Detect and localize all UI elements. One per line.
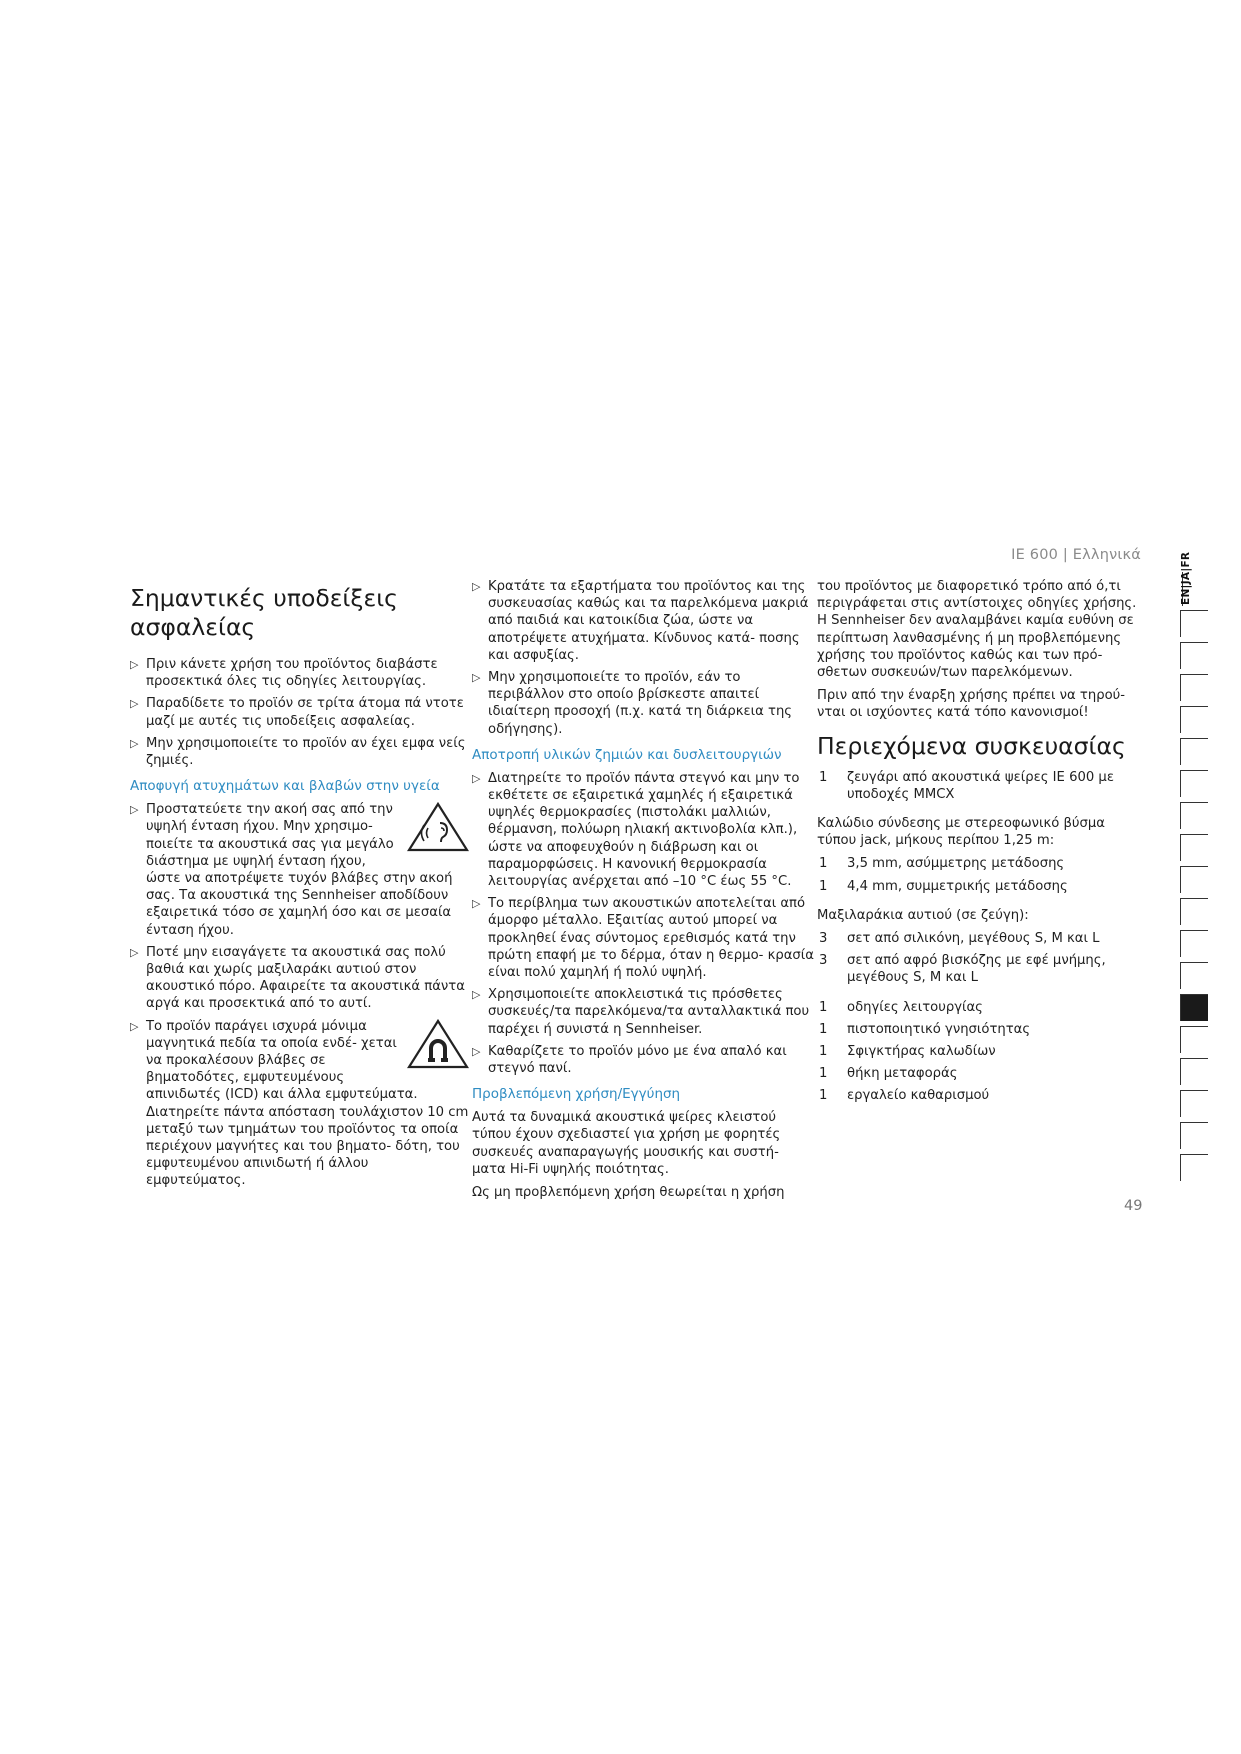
triangle-bullet-icon: ▷	[472, 580, 481, 593]
list-item: 1 4,4 mm, συμμετρικής μετάδοσης	[819, 878, 1068, 894]
list-item: ▷ Το προϊόν παράγει ισχυρά μόνιμα μαγνητικά πεδία τα οποία ενδέ- χεται να προκαλέσουν βλάβες σε βηματοδότες, εμφυτευμένους απινιδωτές (ICD) και άλλα εμφυτεύματα. Διατηρείτε πάντα απόσταση τουλάχιστον 10 cm μεταξύ των τμημάτων του προϊόντος τα οποία περιέχουν μαγνήτες και του βηματο- δότη, του εμφυτευμένου απινιδωτή ή άλλου εμφυτεύματος.	[130, 1018, 469, 1189]
list-item: ▷ Κρατάτε τα εξαρτήματα του προϊόντος και της συσκευασίας καθώς και τα παρελκόμενα μακριά από παιδιά και κατοικίδια ζώα, ώστε να αποτρέψετε ατυχήματα. Κίνδυνος κατά- ποσης και ασφυξίας.	[472, 579, 809, 663]
triangle-bullet-icon: ▷	[130, 945, 139, 959]
list-item: 1 ζευγάρι από ακουστικά ψείρες IE 600 με υποδοχές MMCX	[819, 769, 1114, 802]
column-1	[130, 584, 470, 1195]
section-heading: Προβλεπόμενη χρήση/Εγγύηση	[472, 1086, 681, 1103]
triangle-bullet-icon: ▷	[130, 736, 139, 750]
triangle-bullet-icon: ▷	[472, 1044, 481, 1058]
section-heading: Αποτροπή υλικών ζημιών και δυσλειτουργιών	[472, 746, 782, 763]
list-item: ▷ Το περίβλημα των ακουστικών αποτελείται από άμορφο μέταλλο. Εξαιτίας αυτού μπορεί να προκληθεί ένας σύντομος ερεθισμός κατά την πρώτη επαφή με το δέρμα, όταν η θερμο- κρασία είναι πολύ χαμηλή ή πολύ υψηλή.	[472, 896, 814, 981]
side-tab[interactable]	[1180, 930, 1208, 957]
paragraph: Αυτά τα δυναμικά ακουστικά ψείρες κλειστού τύπου έχουν σχεδιαστεί για χρήση με φορητές συσκευές αναπαραγωγής μουσικής και συστή- ματα Hi-Fi υψηλής ποιότητας.	[472, 1110, 781, 1177]
list-item: ▷ Διατηρείτε το προϊόν πάντα στεγνό και μην το εκθέτετε σε εξαιρετικά χαμηλές ή εξαιρετικά υψηλές θερμοκρασίες (πιστολάκι μαλλιών, θέρμανση, πολύωρη ηλιακή ακτινοβολία κλπ.), ώστε να αποφευχθούν η διάβρωση και οι παραμορφώσεις. Η κανονική θερμοκρασία λειτουργίας ανέρχεται από –10 °C έως 55 °C.	[472, 770, 800, 890]
side-tab[interactable]	[1180, 1122, 1208, 1149]
list-item: 3 σετ από σιλικόνη, μεγέθους S, M και L	[819, 931, 1100, 947]
side-tab[interactable]	[1180, 1026, 1208, 1053]
side-tabs	[1180, 610, 1208, 1186]
list-item: ▷ Μην χρησιμοποιείτε το προϊόν, εάν το περιβάλλον στο οποίο βρίσκεστε απαιτεί ιδιαίτερη προσοχή (π.χ. κατά τη διάρκεια της οδήγησης).	[472, 670, 793, 737]
list-item: 1 πιστοποιητικό γνησιότητας	[819, 1021, 1031, 1037]
list-item: ▷ Πριν κάνετε χρήση του προϊόντος διαβάστε προσεκτικά όλες τις οδηγίες λειτουργίας.	[130, 657, 438, 690]
list-item: 3 σετ από αφρό βισκόζης με εφέ μνήμης, μεγέθους S, M και L	[819, 953, 1106, 986]
magnet-warning-icon	[406, 1018, 470, 1070]
paragraph: Ως μη προβλεπόμενη χρήση θεωρείται η χρήση	[472, 1185, 785, 1201]
side-tab[interactable]	[1180, 738, 1208, 765]
side-tab[interactable]	[1180, 610, 1208, 637]
triangle-bullet-icon: ▷	[472, 988, 481, 1002]
column-2	[472, 578, 814, 1207]
list-item: ▷ Ποτέ μην εισαγάγετε τα ακουστικά σας πολύ βαθιά και χωρίς μαξιλαράκι αυτιού στον ακουστικό πόρο. Αφαιρείτε τα ακουστικά πάντα αργά και προσεκτικά από το αυτί.	[130, 944, 465, 1012]
side-tab[interactable]	[1180, 1154, 1208, 1181]
paragraph: Πριν από την έναρξη χρήσης πρέπει να τηρού- νται οι ισχύοντες κατά τόπο κανονισμοί!	[817, 688, 1126, 721]
list-item: 1 οδηγίες λειτουργίας	[819, 999, 983, 1015]
side-tab[interactable]	[1180, 834, 1208, 861]
hearing-warning-icon	[406, 801, 470, 853]
safety-title: Σημαντικές υποδείξεις ασφαλείας	[130, 584, 398, 641]
side-tab[interactable]	[1180, 1058, 1208, 1085]
side-tab[interactable]	[1180, 802, 1208, 829]
side-tab[interactable]	[1180, 898, 1208, 925]
triangle-bullet-icon: ▷	[130, 1019, 139, 1033]
triangle-bullet-icon: ▷	[472, 671, 481, 685]
list-item: 1 3,5 mm, ασύμμετρης μετάδοσης	[819, 856, 1065, 872]
side-tab[interactable]	[1180, 674, 1208, 701]
list-item: 1 θήκη μεταφοράς	[819, 1066, 958, 1082]
side-tab[interactable]	[1180, 962, 1208, 989]
list-item: 1 Σφιγκτήρας καλωδίων	[819, 1044, 996, 1060]
section-heading: Αποφυγή ατυχημάτων και βλαβών στην υγεία	[130, 778, 440, 795]
language-tab-label: EN|JA|FR	[1180, 551, 1192, 605]
side-tab[interactable]	[1180, 706, 1208, 733]
paragraph: του προϊόντος με διαφορετικό τρόπο από ό,τι περιγράφεται στις αντίστοιχες οδηγίες χρήσης. Η Sennheiser δεν αναλαμβάνει καμία ευθύνη σε περίπτωση λανθασμένης ή μη προβλεπόμενης χρήσης του προϊόντος καθώς και των πρό- σθετων συσκευών/των παρελκόμενων.	[817, 579, 1137, 681]
list-item: ▷ Χρησιμοποιείτε αποκλειστικά τις πρόσθετες συσκευές/τα παρελκόμενα/τα ανταλλακτικά που παρέχει ή συνιστά η Sennheiser.	[472, 987, 810, 1037]
paragraph: Καλώδιο σύνδεσης με στερεοφωνικό βύσμα τύπου jack, μήκους περίπου 1,25 m:	[817, 816, 1105, 849]
list-item: ▷ Προστατεύετε την ακοή σας από την υψηλή ένταση ήχου. Μην χρησιμο- ποιείτε τα ακουστικά σας για μεγάλο διάστημα με υψηλή ένταση ήχου, ώστε να αποτρέψετε τυχόν βλάβες στην ακοή σας. Τα ακουστικά της Sennheiser αποδίδουν εξαιρετικά τόσο σε χαμηλή όσο και σε μεσαία ένταση ήχου.	[130, 801, 470, 939]
side-tab[interactable]	[1180, 1090, 1208, 1117]
triangle-bullet-icon: ▷	[130, 803, 139, 817]
list-item: 1 εργαλείο καθαρισμού	[819, 1088, 990, 1104]
triangle-bullet-icon: ▷	[472, 897, 481, 911]
triangle-bullet-icon: ▷	[130, 697, 139, 711]
triangle-bullet-icon: ▷	[472, 771, 481, 785]
column-3	[817, 578, 1147, 1110]
list-item: ▷ Καθαρίζετε το προϊόν μόνο με ένα απαλό και στεγνό πανί.	[472, 1043, 787, 1077]
triangle-bullet-icon: ▷	[130, 658, 139, 671]
side-tab[interactable]	[1180, 642, 1208, 669]
page-number: 49	[1124, 1198, 1143, 1214]
side-tab[interactable]	[1180, 994, 1208, 1021]
package-contents-title: Περιεχόμενα συσκευασίας	[817, 731, 1126, 760]
page-header: IE 600 | Ελληνικά	[1011, 547, 1141, 563]
list-item: ▷ Παραδίδετε το προϊόν σε τρίτα άτομα πά ντοτε μαζί με αυτές τις υποδείξεις ασφαλείας.	[130, 696, 464, 729]
side-tab[interactable]	[1180, 770, 1208, 797]
side-tab[interactable]	[1180, 866, 1208, 893]
paragraph: Μαξιλαράκια αυτιού (σε ζεύγη):	[817, 907, 1029, 923]
list-item: ▷ Μην χρησιμοποιείτε το προϊόν αν έχει εμφα νείς ζημιές.	[130, 735, 466, 769]
